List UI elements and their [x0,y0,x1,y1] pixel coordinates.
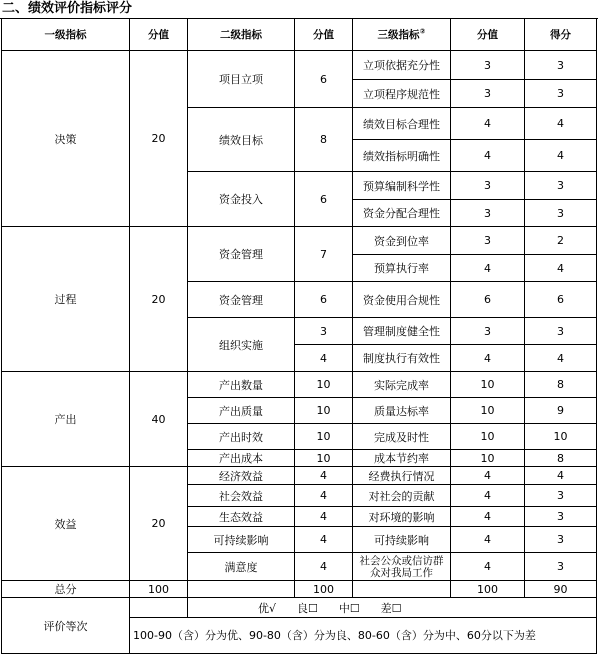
got-score: 9 [525,398,597,424]
table-row [2,467,597,485]
level3-cell: 绩效指标明确性 [353,140,451,172]
got-score: 2 [525,227,597,255]
level3-score: 4 [451,108,525,140]
header-row [2,19,597,51]
level2-score: 3 [295,318,353,345]
level3-score: 10 [451,398,525,424]
level1-score: 20 [130,227,188,372]
level2-score: 4 [295,507,353,527]
header-got: 得分 [525,19,597,51]
got-score: 6 [525,282,597,318]
level3-cell: 可持续影响 [353,527,451,553]
level2-score: 6 [295,282,353,318]
got-score: 3 [525,80,597,108]
level2-score: 8 [295,108,353,172]
header-level3-mark: ② [419,27,426,36]
level2-cell: 可持续影响 [188,527,295,553]
level3-score: 4 [451,345,525,372]
header-level1: 一级指标 [2,19,130,51]
level3-score: 4 [451,485,525,507]
level2-score: 4 [295,345,353,372]
level3-score: 4 [451,527,525,553]
got-score: 4 [525,255,597,282]
level1-cell: 过程 [2,227,130,372]
level3-score: 3 [451,200,525,227]
level3-cell: 资金分配合理性 [353,200,451,227]
header-level2: 二级指标 [188,19,295,51]
level3-cell: 资金到位率 [353,227,451,255]
header-level3-text: 三级指标 [377,29,420,41]
level3-score: 4 [451,507,525,527]
level3-cell: 绩效目标合理性 [353,108,451,140]
level2-cell: 生态效益 [188,507,295,527]
level3-cell: 管理制度健全性 [353,318,451,345]
level2-cell: 社会效益 [188,485,295,507]
level3-score: 3 [451,172,525,200]
level3-cell: 成本节约率 [353,450,451,467]
level2-cell: 组织实施 [188,318,295,372]
total-empty-cell [188,581,295,598]
got-score: 3 [525,527,597,553]
grade-empty-cell [130,598,188,618]
total-label: 总分 [2,581,130,598]
level2-cell: 产出时效 [188,424,295,450]
level3-cell: 对环境的影响 [353,507,451,527]
level3-score: 3 [451,318,525,345]
got-score: 3 [525,318,597,345]
level2-score: 4 [295,485,353,507]
level1-score: 40 [130,372,188,467]
level2-cell: 产出数量 [188,372,295,398]
level2-cell: 项目立项 [188,51,295,108]
level2-cell: 资金投入 [188,172,295,227]
level2-score: 10 [295,372,353,398]
level3-score: 3 [451,227,525,255]
level3-score: 3 [451,51,525,80]
table-row [2,51,597,80]
level3-cell: 对社会的贡献 [353,485,451,507]
section-title: 二、绩效评价指标评分 [0,0,598,19]
level2-cell: 满意度 [188,553,295,581]
level3-cell: 实际完成率 [353,372,451,398]
level3-cell: 经费执行情况 [353,467,451,485]
grade-row [2,598,597,618]
got-score: 3 [525,172,597,200]
level3-score: 3 [451,80,525,108]
got-score: 3 [525,51,597,80]
got-score: 4 [525,467,597,485]
level3-cell: 立项依据充分性 [353,51,451,80]
level3-cell: 制度执行有效性 [353,345,451,372]
table-row [2,227,597,255]
header-score3: 分值 [451,19,525,51]
level2-score: 4 [295,467,353,485]
score-table [1,18,597,654]
level1-cell: 产出 [2,372,130,467]
got-score: 3 [525,485,597,507]
level3-cell: 质量达标率 [353,398,451,424]
level3-score: 4 [451,467,525,485]
level2-score: 4 [295,527,353,553]
header-score2: 分值 [295,19,353,51]
got-score: 4 [525,345,597,372]
level1-score: 20 [130,51,188,227]
level2-score: 10 [295,424,353,450]
level1-score: 20 [130,467,188,581]
total-got: 90 [525,581,597,598]
level3-cell: 预算编制科学性 [353,172,451,200]
got-score: 4 [525,140,597,172]
level3-cell: 社会公众或信访群众对我局工作 [353,553,451,581]
level2-score: 10 [295,450,353,467]
level3-score: 4 [451,255,525,282]
got-score: 3 [525,553,597,581]
level3-score: 10 [451,424,525,450]
grade-description: 100-90（含）分为优、90-80（含）分为良、80-60（含）分为中、60分以下为差 [130,618,597,654]
got-score: 4 [525,108,597,140]
level2-score: 6 [295,172,353,227]
total-score2: 100 [295,581,353,598]
level3-score: 10 [451,372,525,398]
header-level3 [353,19,451,51]
level2-score: 6 [295,51,353,108]
total-empty-cell [353,581,451,598]
level2-score: 4 [295,553,353,581]
table-row [2,372,597,398]
got-score: 3 [525,200,597,227]
level1-cell: 效益 [2,467,130,581]
level3-score: 4 [451,140,525,172]
got-score: 8 [525,372,597,398]
got-score: 10 [525,424,597,450]
level2-cell: 绩效目标 [188,108,295,172]
header-score1: 分值 [130,19,188,51]
level2-cell: 资金管理 [188,227,295,282]
level3-cell: 预算执行率 [353,255,451,282]
level2-cell: 产出成本 [188,450,295,467]
level3-cell: 立项程序规范性 [353,80,451,108]
level3-cell: 资金使用合规性 [353,282,451,318]
level2-score: 7 [295,227,353,282]
total-score3: 100 [451,581,525,598]
level1-cell: 决策 [2,51,130,227]
level3-score: 4 [451,553,525,581]
level3-score: 10 [451,450,525,467]
level3-cell: 完成及时性 [353,424,451,450]
grade-options: 优√ 良☐ 中☐ 差☐ [188,598,597,618]
level3-score: 6 [451,282,525,318]
got-score: 3 [525,507,597,527]
level2-cell: 产出质量 [188,398,295,424]
level2-cell: 经济效益 [188,467,295,485]
total-row [2,581,597,598]
grade-label: 评价等次 [2,598,130,654]
level2-cell: 资金管理 [188,282,295,318]
total-score1: 100 [130,581,188,598]
level2-score: 10 [295,398,353,424]
got-score: 8 [525,450,597,467]
